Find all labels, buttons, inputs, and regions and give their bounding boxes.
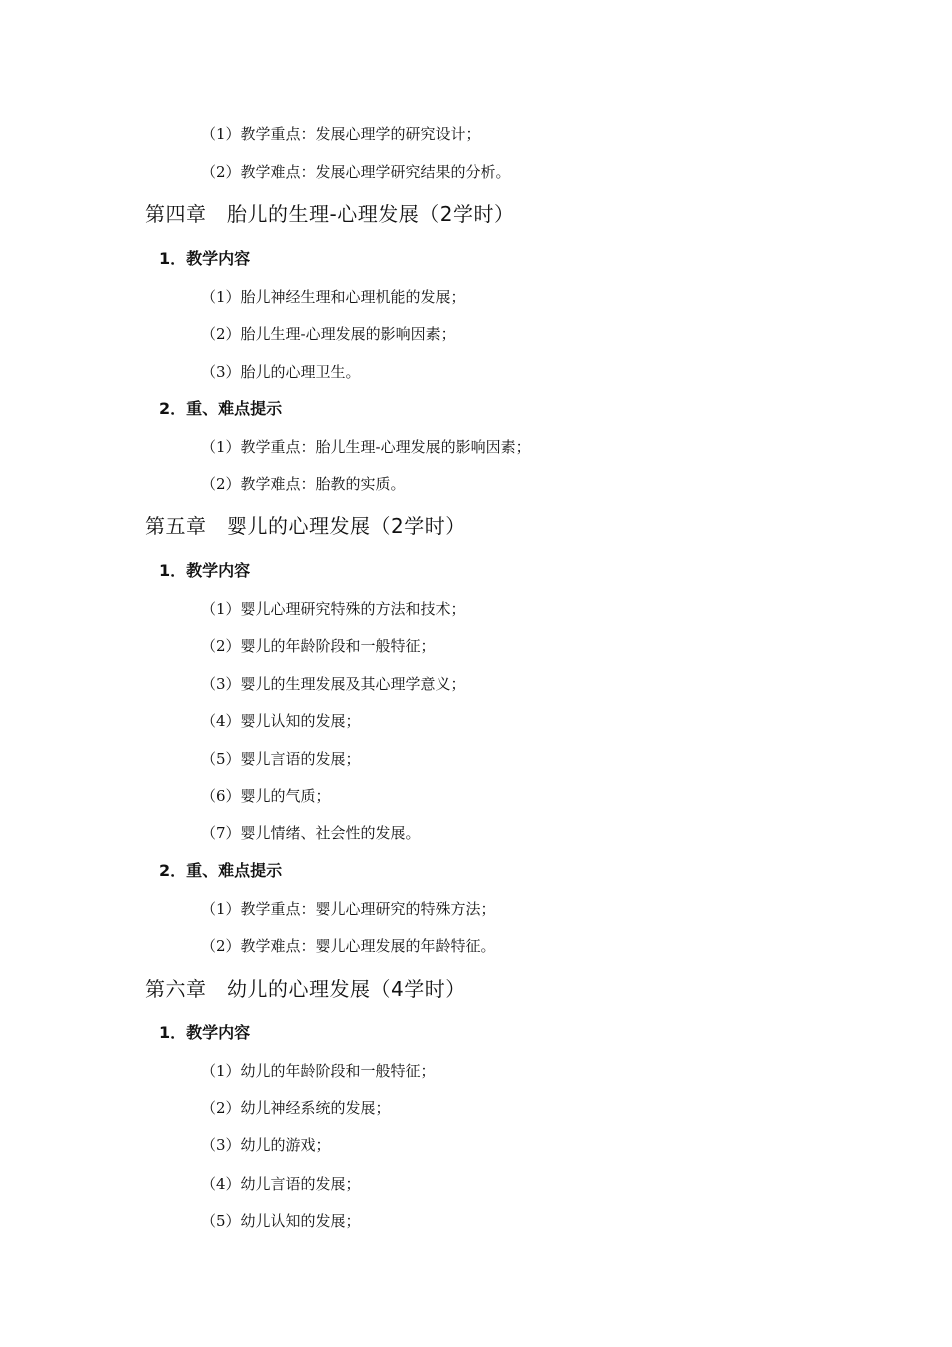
list-item: （1）教学重点：胎儿生理-心理发展的影响因素；	[201, 438, 531, 456]
list-item: （1）胎儿神经生理和心理机能的发展；	[201, 288, 466, 306]
list-item: （5）婴儿言语的发展；	[201, 750, 361, 768]
list-item: （1）幼儿的年龄阶段和一般特征；	[201, 1062, 436, 1080]
list-item: （2）教学难点：胎教的实质。	[201, 475, 406, 493]
intro-item: （1）教学重点：发展心理学的研究设计；	[201, 125, 481, 143]
list-item: （5）幼儿认知的发展；	[201, 1212, 361, 1230]
list-item: （1）教学重点：婴儿心理研究的特殊方法；	[201, 900, 496, 918]
list-item: （2）婴儿的年龄阶段和一般特征；	[201, 637, 436, 655]
section-heading: 1．教学内容	[159, 249, 251, 268]
list-item: （3）胎儿的心理卫生。	[201, 363, 361, 381]
list-item: （3）婴儿的生理发展及其心理学意义；	[201, 675, 466, 693]
list-item: （2）教学难点：婴儿心理发展的年龄特征。	[201, 937, 496, 955]
section-heading: 1．教学内容	[159, 1023, 251, 1042]
chapter-title: 第四章 胎儿的生理-心理发展（2学时）	[145, 202, 515, 226]
list-item: （2）胎儿生理-心理发展的影响因素；	[201, 325, 456, 343]
list-item: （6）婴儿的气质；	[201, 787, 331, 805]
list-item: （4）幼儿言语的发展；	[201, 1175, 361, 1193]
section-heading: 2．重、难点提示	[159, 861, 283, 880]
list-item: （2）幼儿神经系统的发展；	[201, 1099, 391, 1117]
chapter-title: 第六章 幼儿的心理发展（4学时）	[145, 977, 466, 1001]
chapter-title: 第五章 婴儿的心理发展（2学时）	[145, 514, 466, 538]
list-item: （4）婴儿认知的发展；	[201, 712, 361, 730]
section-heading: 1．教学内容	[159, 561, 251, 580]
intro-item: （2）教学难点：发展心理学研究结果的分析。	[201, 163, 511, 181]
list-item: （7）婴儿情绪、社会性的发展。	[201, 824, 421, 842]
list-item: （3）幼儿的游戏；	[201, 1136, 331, 1154]
section-heading: 2．重、难点提示	[159, 399, 283, 418]
list-item: （1）婴儿心理研究特殊的方法和技术；	[201, 600, 466, 618]
